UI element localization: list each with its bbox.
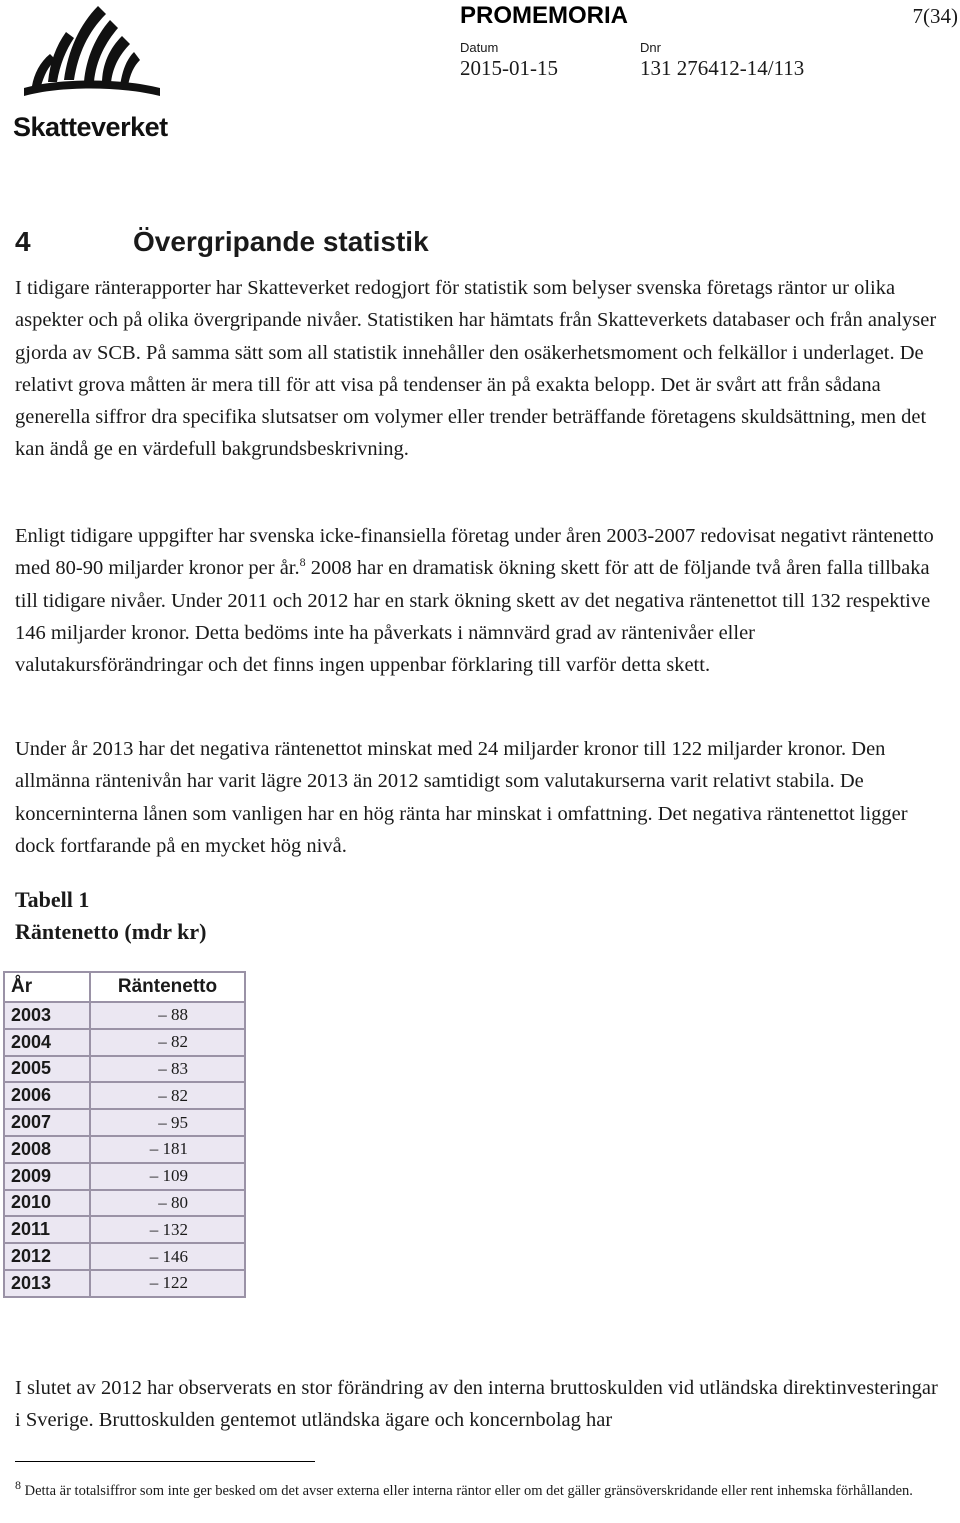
- value-cell: – 83: [90, 1056, 245, 1083]
- section-number: 4: [15, 226, 31, 257]
- section-heading: [15, 226, 429, 258]
- year-cell: 2013: [4, 1270, 90, 1297]
- section-title: Övergripande statistik: [133, 226, 429, 257]
- year-cell: 2005: [4, 1056, 90, 1083]
- year-cell: 2012: [4, 1243, 90, 1270]
- table-row: [4, 1029, 245, 1056]
- paragraph-gross-debt: I slutet av 2012 har observerats en stor förändring av den interna bruttoskulden vid utländska direktinvesteringar i Sverige. Bruttoskulden gentemot utländska ägare och koncernbolag har: [15, 1377, 938, 1432]
- table-row: [4, 1190, 245, 1217]
- paragraph-intro: I tidigare ränterapporter har Skatteverket redogjort för statistik som belyser svenska företags räntor ur olika aspekter och på olika övergripande nivåer. Statistiken har hämtats från Skatteverkets databaser och från analyser gjorda av SCB. På samma sätt som all statistik innehåller den osäkerhetsmoment och felkällor i underlaget. De relativt grova måtten är mera till för att visa på tendenser än på exakta belopp. Det är svårt att från sådana generella siffror dra specifika slutsatser om volymer eller trender beträffande företagens skuldsättning, men det kan ändå ge en värdefull bakgrundsbeskrivning.: [15, 277, 937, 461]
- footnote-divider: [15, 1461, 315, 1462]
- logo-wordmark: Skatteverket: [13, 112, 168, 142]
- footnote-number: 8: [15, 1478, 21, 1493]
- year-cell: 2004: [4, 1029, 90, 1056]
- paragraph-2013: Under år 2013 har det negativa räntenettot minskat med 24 miljarder kronor till 122 miljarder kronor. Den allmänna räntenivån har varit lägre 2013 än 2012 samtidigt som valutakurserna varit relativt stabila. De koncerninterna lånen som vanligen har en hög ränta har minskat i omfattning. Det negativa räntenettot ligger dock fortfarande på en mycket hög nivå.: [15, 738, 908, 857]
- table-row: [4, 1243, 245, 1270]
- table-row: [4, 1163, 245, 1190]
- year-cell: 2010: [4, 1190, 90, 1217]
- table-row: [4, 1216, 245, 1243]
- value-cell: – 80: [90, 1190, 245, 1217]
- value-cell: – 146: [90, 1243, 245, 1270]
- date-label: Datum: [460, 40, 499, 55]
- table-caption-number: Tabell 1: [15, 887, 90, 912]
- dnr-label: Dnr: [640, 40, 661, 55]
- dnr-value: 131 276412-14/113: [640, 56, 805, 80]
- year-cell: 2003: [4, 1002, 90, 1029]
- table-caption-title: Räntenetto (mdr kr): [15, 919, 207, 944]
- document-type: PROMEMORIA: [460, 2, 628, 29]
- table-row: [4, 1082, 245, 1109]
- table-row: [4, 1136, 245, 1163]
- table-caption: [15, 884, 206, 948]
- footnote-reference[interactable]: 8: [299, 555, 306, 570]
- year-cell: 2011: [4, 1216, 90, 1243]
- value-cell: – 181: [90, 1136, 245, 1163]
- paragraph-trend-part1: Enligt tidigare uppgifter har svenska icke-finansiella företag under åren 2003-2007 redovisat negativt räntenetto med 80-90 miljarder kronor per år.: [15, 525, 934, 580]
- date-value: 2015-01-15: [460, 56, 558, 80]
- value-cell: – 132: [90, 1216, 245, 1243]
- value-cell: – 95: [90, 1109, 245, 1136]
- value-cell: – 82: [90, 1029, 245, 1056]
- page-number: 7(34): [912, 4, 958, 28]
- value-cell: – 122: [90, 1270, 245, 1297]
- table-row: [4, 1002, 245, 1029]
- paragraph-trend-part2: 2008 har en dramatisk ökning skett för att de följande två åren falla tillbaka till tidigare nivåer. Under 2011 och 2012 har en stark ökning skett av det negativa räntenettot till 132 respektive 146 miljarder kronor. Detta bedöms inte ha påverkats i nämnvärd grad av räntenivåer eller valutakursförändringar och det finns ingen uppenbar förklaring till varför detta skett.: [15, 557, 931, 677]
- table-row: [4, 1056, 245, 1083]
- year-cell: 2006: [4, 1082, 90, 1109]
- interest-net-table: [3, 971, 246, 1298]
- table-row: [4, 1109, 245, 1136]
- footnote-text: Detta är totalsiffror som inte ger besked om det avser externa eller interna räntor eller om det gäller gränsöverskridande eller rent inhemska förhållanden.: [24, 1483, 913, 1499]
- crown-emblem-icon: [10, 2, 170, 114]
- table-row: [4, 1270, 245, 1297]
- year-cell: 2009: [4, 1163, 90, 1190]
- table-header-row: [4, 972, 245, 1002]
- column-header-value: Räntenetto: [90, 972, 245, 1002]
- column-header-year: År: [4, 972, 90, 1002]
- value-cell: – 82: [90, 1082, 245, 1109]
- value-cell: – 88: [90, 1002, 245, 1029]
- year-cell: 2007: [4, 1109, 90, 1136]
- year-cell: 2008: [4, 1136, 90, 1163]
- value-cell: – 109: [90, 1163, 245, 1190]
- footnote: [15, 1478, 950, 1504]
- paragraph-trend: [15, 520, 945, 681]
